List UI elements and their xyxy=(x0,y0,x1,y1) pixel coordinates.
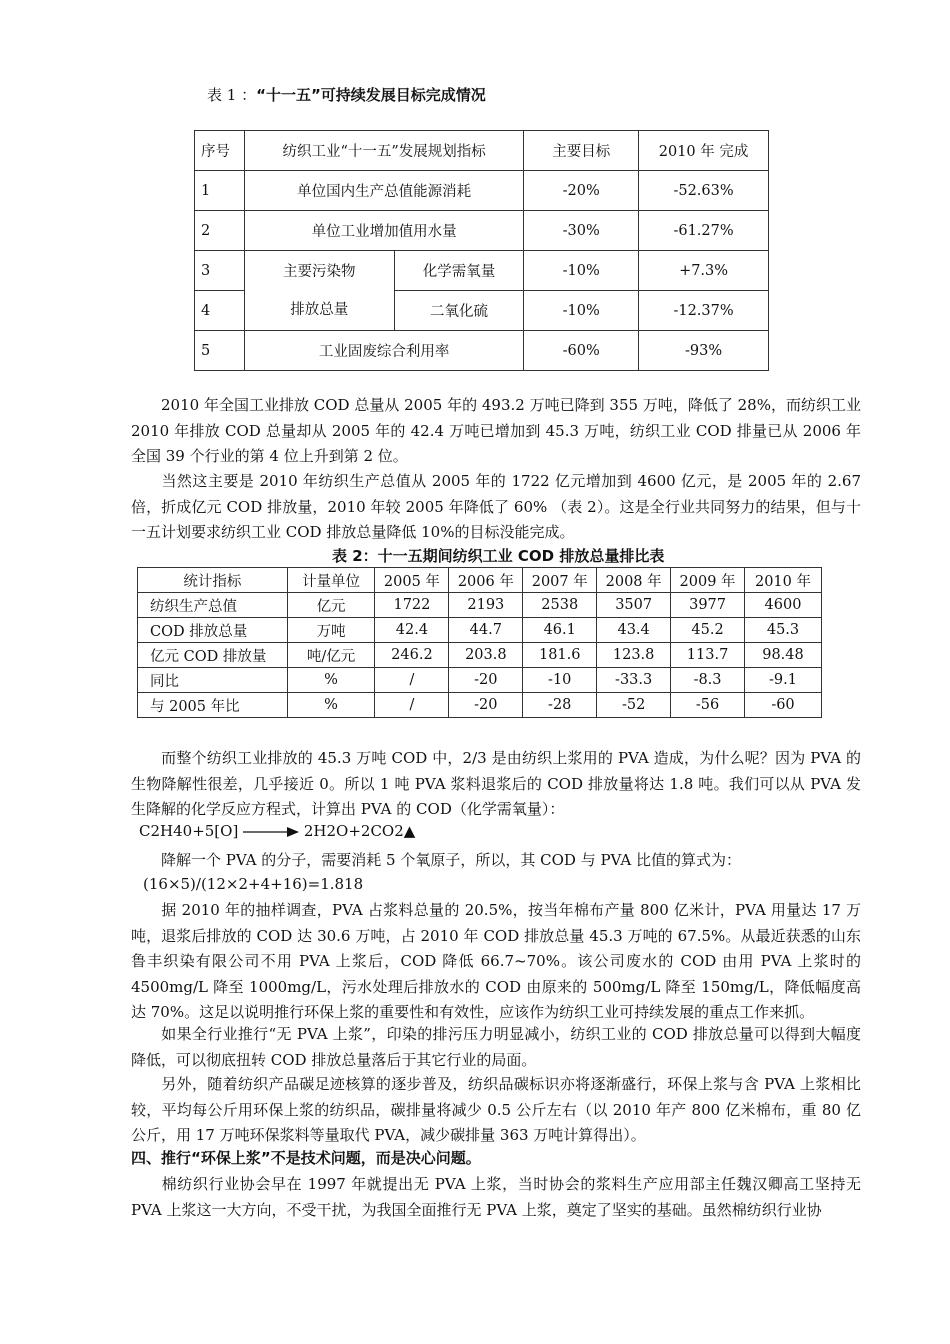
table-row xyxy=(138,593,822,618)
paragraph-3 xyxy=(131,746,861,823)
section-heading-4: 四、推行“环保上浆”不是技术问题，而是决心问题。 xyxy=(131,1149,481,1167)
table-cell: / xyxy=(375,668,449,693)
table-header-cell: 2009 年 xyxy=(671,568,745,593)
table1 xyxy=(194,130,769,371)
paragraph-8-text: 棉纺织行业协会早在 1997 年就提出无 PVA 上浆，当时协会的浆料生产应用部主任魏汉卿高工坚持无 PVA 上浆这一大方向，不受干扰，为我国全面推行无 PVA 上浆，奠定了坚实的基础。虽然棉纺织行业协 xyxy=(131,1175,861,1219)
table-header-cell: 计量单位 xyxy=(287,568,375,593)
table-row xyxy=(195,211,769,251)
table-header-cell: 纺织工业“十一五”发展规划指标 xyxy=(244,131,523,171)
table-header-cell: 统计指标 xyxy=(138,568,288,593)
table-cell: 化学需氧量 xyxy=(394,251,524,291)
table-header-cell: 2005 年 xyxy=(375,568,449,593)
paragraph-6-text: 如果全行业推行“无 PVA 上浆”，印染的排污压力明显减小，纺织工业的 COD 排放总量可以得到大幅度降低，可以彻底扭转 COD 排放总量落后于其它行业的局面。 xyxy=(131,1025,861,1069)
paragraph-1-text: 2010 年全国工业排放 COD 总量从 2005 年的 493.2 万吨已降到 355 万吨，降低了 28%，而纺织工业 2010 年排放 COD 总量却从 2005 年的 42.4 万吨已增加到 45.3 万吨，纺织工业 COD 排量已从 2006 年全国 39 个行业的第 4 位上升到第 2 位。 xyxy=(131,396,861,465)
table-cell: 1722 xyxy=(375,593,449,618)
table-header-cell: 2010 年 完成 xyxy=(639,131,769,171)
table-cell: 45.3 xyxy=(745,618,822,643)
table-header-cell: 2006 年 xyxy=(449,568,523,593)
table-cell: -28 xyxy=(523,693,597,718)
table-row xyxy=(138,668,822,693)
table-cell: -10% xyxy=(524,251,639,291)
table-cell: -20 xyxy=(449,668,523,693)
paragraph-4 xyxy=(131,848,861,874)
reaction-arrow-icon xyxy=(243,826,299,838)
table-cell: -33.3 xyxy=(597,668,671,693)
table-cell: 亿元 xyxy=(287,593,375,618)
paragraph-7-text: 另外，随着纺织产品碳足迹核算的逐步普及，纺织品碳标识亦将逐渐盛行，环保上浆与含 PVA 上浆相比较，平均每公斤用环保上浆的纺织品，碳排量将减少 0.5 公斤左右（以 2010 年产 800 亿米棉布，重 80 亿公斤，用 17 万吨环保浆料等量取代 PVA，减少碳排量 363 万吨计算得出）。 xyxy=(131,1075,861,1144)
table-cell: 113.7 xyxy=(671,643,745,668)
table-cell: 2538 xyxy=(523,593,597,618)
table-cell: -30% xyxy=(524,211,639,251)
table-cell: -60 xyxy=(745,693,822,718)
paragraph-8 xyxy=(131,1172,861,1223)
table-cell: -56 xyxy=(671,693,745,718)
table2-title: 表 2：十一五期间纺织工业 COD 排放总量排比表 xyxy=(332,547,665,565)
paragraph-2-text: 当然这主要是 2010 年纺织生产总值从 2005 年的 1722 亿元增加到 4600 亿元，是 2005 年的 2.67 倍，折成亿元 COD 排放量，2010 年较 2005 年降低了 60% （表 2）。这是全行业共同努力的结果，但与十一五计划要求纺织工业 COD 排放总量降低 10%的目标没能完成。 xyxy=(131,472,861,541)
table-cell: 203.8 xyxy=(449,643,523,668)
table-cell: 43.4 xyxy=(597,618,671,643)
paragraph-3-text: 而整个纺织工业排放的 45.3 万吨 COD 中，2/3 是由纺织上浆用的 PVA 造成，为什么呢？因为 PVA 的生物降解性很差，几乎接近 0。所以 1 吨 PVA 浆料退浆后的 COD 排放量将达 1.8 吨。我们可以从 PVA 发生降解的化学反应方程式，计算出 PVA 的 COD（化学需氧量）： xyxy=(131,749,861,818)
table-cell: 3 xyxy=(195,251,245,291)
paragraph-5-text: 据 2010 年的抽样调查，PVA 占浆料总量的 20.5%，按当年棉布产量 800 亿米计，PVA 用量达 17 万吨，退浆后排放的 COD 达 30.6 万吨，占 2010 年 COD 排放总量 45.3 万吨的 67.5%。从最近获悉的山东鲁丰织染有限公司不用 PVA 上浆后，COD 降低 66.7~70%。该公司废水的 COD 由用 PVA 上浆时的 4500mg/L 降至 1000mg/L，污水处理后排放水的 COD 由原来的 500mg/L 降至 150mg/L，降低幅度高达 70%。这足以说明推行环保上浆的重要性和有效性，应该作为纺织工业可持续发展的重点工作来抓。 xyxy=(131,901,861,1021)
table-cell: COD 排放总量 xyxy=(138,618,288,643)
equation-left: C2H40+5[O] xyxy=(139,822,239,840)
paragraph-4-text: 降解一个 PVA 的分子，需要消耗 5 个氧原子，所以，其 COD 与 PVA 比值的算式为： xyxy=(161,851,741,869)
table-cell: -12.37% xyxy=(639,291,769,331)
table-group-cell xyxy=(244,251,394,331)
table-cell: 3507 xyxy=(597,593,671,618)
table2 xyxy=(137,567,822,718)
table-cell: / xyxy=(375,693,449,718)
table-cell: 2 xyxy=(195,211,245,251)
table-cell: 246.2 xyxy=(375,643,449,668)
table-cell: 2193 xyxy=(449,593,523,618)
table-cell: -52 xyxy=(597,693,671,718)
table-cell: -60% xyxy=(524,331,639,371)
table-cell: +7.3% xyxy=(639,251,769,291)
table-cell: 单位国内生产总值能源消耗 xyxy=(244,171,523,211)
table-cell: -10% xyxy=(524,291,639,331)
table-cell: 亿元 COD 排放量 xyxy=(138,643,288,668)
table-cell: 98.48 xyxy=(745,643,822,668)
paragraph-6 xyxy=(131,1022,861,1073)
table-cell: 45.2 xyxy=(671,618,745,643)
table1-title-text: “十一五”可持续发展目标完成情况 xyxy=(256,86,486,104)
table-cell: -10 xyxy=(523,668,597,693)
table-header-row xyxy=(195,131,769,171)
table-row xyxy=(138,643,822,668)
table-cell: -61.27% xyxy=(639,211,769,251)
table-row xyxy=(195,331,769,371)
table-cell: 与 2005 年比 xyxy=(138,693,288,718)
table-cell: 44.7 xyxy=(449,618,523,643)
table-cell: 4600 xyxy=(745,593,822,618)
table-cell: % xyxy=(287,693,375,718)
table-cell: 万吨 xyxy=(287,618,375,643)
table-header-row xyxy=(138,568,822,593)
table1-title xyxy=(207,84,486,105)
cod-formula: (16×5)/(12×2+4+16)=1.818 xyxy=(143,875,364,893)
table-header-cell: 2008 年 xyxy=(597,568,671,593)
table-row xyxy=(195,171,769,211)
table-cell: 单位工业增加值用水量 xyxy=(244,211,523,251)
paragraph-1 xyxy=(131,393,861,470)
table-header-cell: 序号 xyxy=(195,131,245,171)
table-header-cell: 2007 年 xyxy=(523,568,597,593)
chemical-equation xyxy=(139,822,415,840)
paragraph-5 xyxy=(131,898,861,1026)
paragraph-7 xyxy=(131,1072,861,1149)
table1-title-prefix: 表 1 ： xyxy=(207,86,257,104)
table-header-cell: 主要目标 xyxy=(524,131,639,171)
table-cell: 同比 xyxy=(138,668,288,693)
table-cell: 纺织生产总值 xyxy=(138,593,288,618)
table-cell: -20 xyxy=(449,693,523,718)
table-cell: % xyxy=(287,668,375,693)
table-cell: 工业固废综合利用率 xyxy=(244,331,523,371)
table-cell: -52.63% xyxy=(639,171,769,211)
table-row xyxy=(195,251,769,291)
table-cell: 1 xyxy=(195,171,245,211)
table-cell: 42.4 xyxy=(375,618,449,643)
table-cell: 4 xyxy=(195,291,245,331)
paragraph-2 xyxy=(131,469,861,546)
table-cell: 吨/亿元 xyxy=(287,643,375,668)
table-row xyxy=(138,618,822,643)
table-cell: -93% xyxy=(639,331,769,371)
table-cell: -9.1 xyxy=(745,668,822,693)
equation-right: 2H2O+2CO2▲ xyxy=(303,822,416,840)
table-cell: -20% xyxy=(524,171,639,211)
table-header-cell: 2010 年 xyxy=(745,568,822,593)
table-cell: 181.6 xyxy=(523,643,597,668)
table-cell: 二氧化硫 xyxy=(394,291,524,331)
table-row xyxy=(138,693,822,718)
group-label-line2: 排放总量 xyxy=(290,301,349,318)
table-cell: 46.1 xyxy=(523,618,597,643)
table-cell: 123.8 xyxy=(597,643,671,668)
group-label-line1: 主要污染物 xyxy=(283,263,356,280)
table-cell: 3977 xyxy=(671,593,745,618)
table-cell: 5 xyxy=(195,331,245,371)
table-cell: -8.3 xyxy=(671,668,745,693)
